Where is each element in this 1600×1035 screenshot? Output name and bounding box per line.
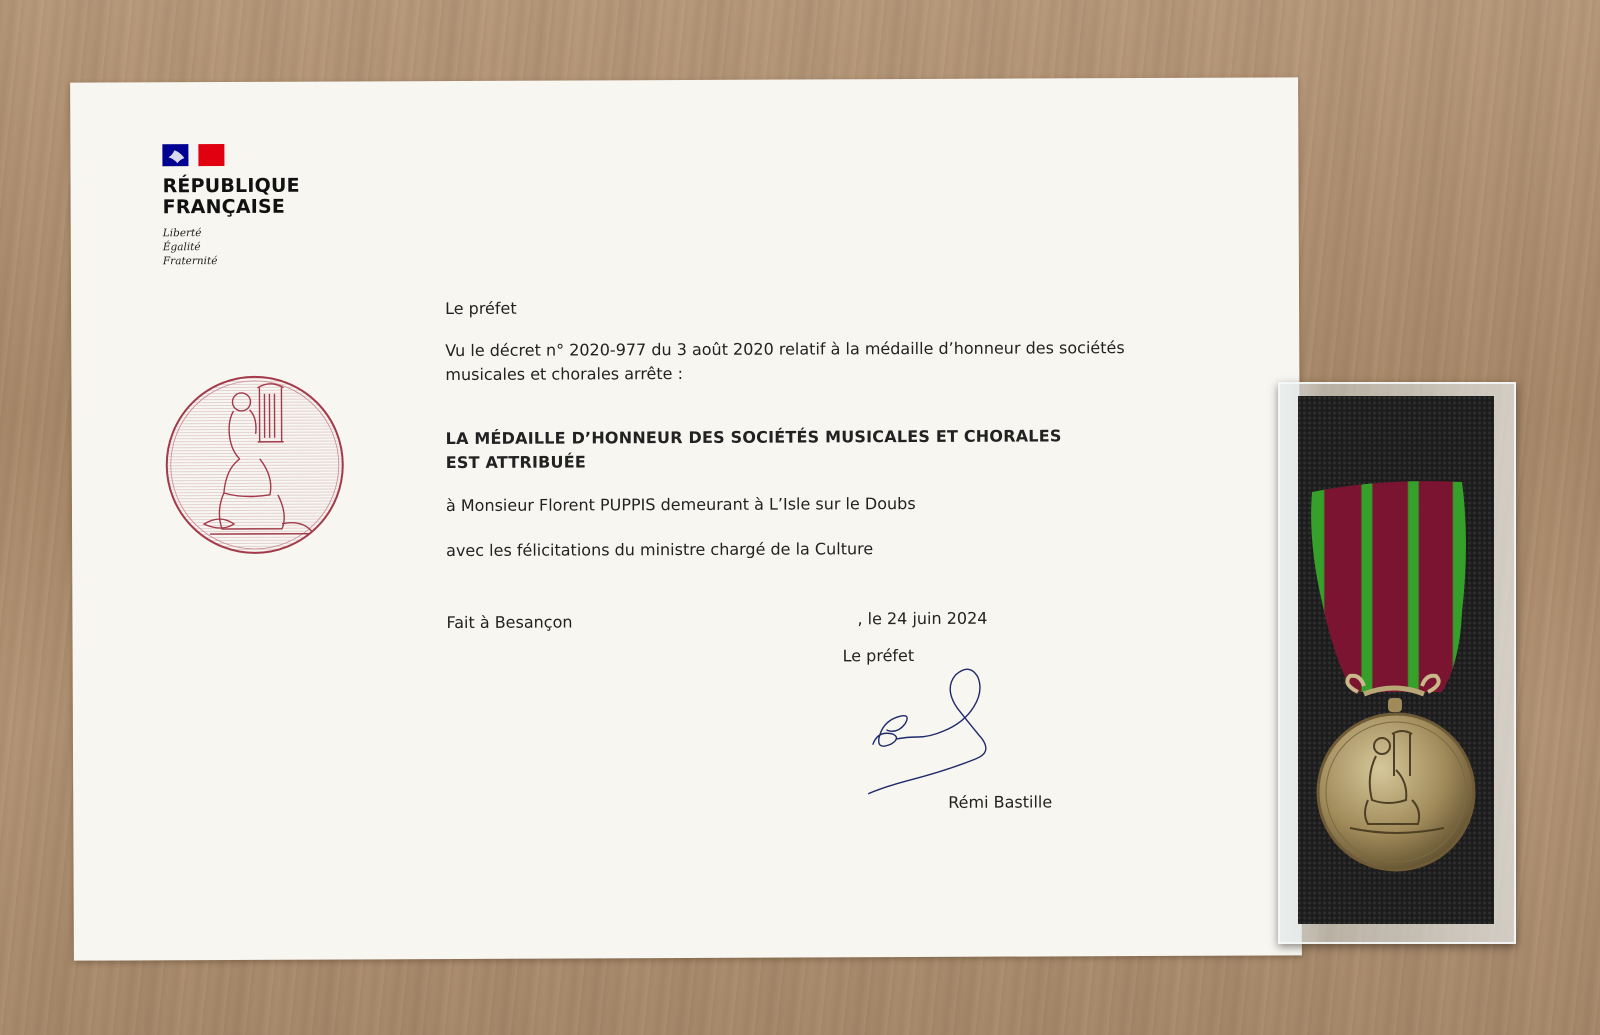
motto-liberte: Liberté <box>162 227 202 240</box>
date-text: , le 24 juin 2024 <box>857 608 988 629</box>
award-heading-line-1: LA MÉDAILLE D’HONNEUR DES SOCIÉTÉS MUSICALES ET CHORALES <box>445 426 1062 449</box>
republic-line-1: RÉPUBLIQUE <box>162 174 300 198</box>
medal-icon <box>1298 396 1494 924</box>
decree-text-line-2: musicales et chorales arrête : <box>445 364 684 385</box>
republic-name <box>162 176 299 219</box>
lyre-muse-seal-icon <box>163 373 346 556</box>
award-heading <box>446 424 1062 475</box>
handwritten-signature <box>868 658 1069 812</box>
award-heading-line-2: EST ATTRIBUÉE <box>445 452 586 473</box>
place-text: Fait à Besançon <box>446 612 573 633</box>
signatory-name: Rémi Bastille <box>948 792 1053 812</box>
recipient-text: à Monsieur Florent PUPPIS demeurant à L’Isle sur le Doubs <box>445 493 916 516</box>
motto-fraternite: Fraternité <box>162 255 218 268</box>
signatory-title: Le préfet <box>842 646 915 666</box>
congratulations-text: avec les félicitations du ministre chargé de la Culture <box>446 539 874 561</box>
republic-line-2: FRANÇAISE <box>162 195 286 219</box>
marianne-flag-icon <box>162 144 224 166</box>
decree-text-line-1: Vu le décret n° 2020-977 du 3 août 2020 relatif à la médaille d’honneur des sociétés <box>445 338 1125 361</box>
certificate-paper <box>70 77 1302 960</box>
republic-motto <box>163 226 300 269</box>
motto-egalite: Égalité <box>162 241 201 254</box>
republique-francaise-logo <box>162 144 300 269</box>
decree-text <box>445 336 1225 387</box>
medal-case <box>1278 382 1516 944</box>
case-foam <box>1298 396 1494 924</box>
issuer-title: Le préfet <box>445 298 517 319</box>
